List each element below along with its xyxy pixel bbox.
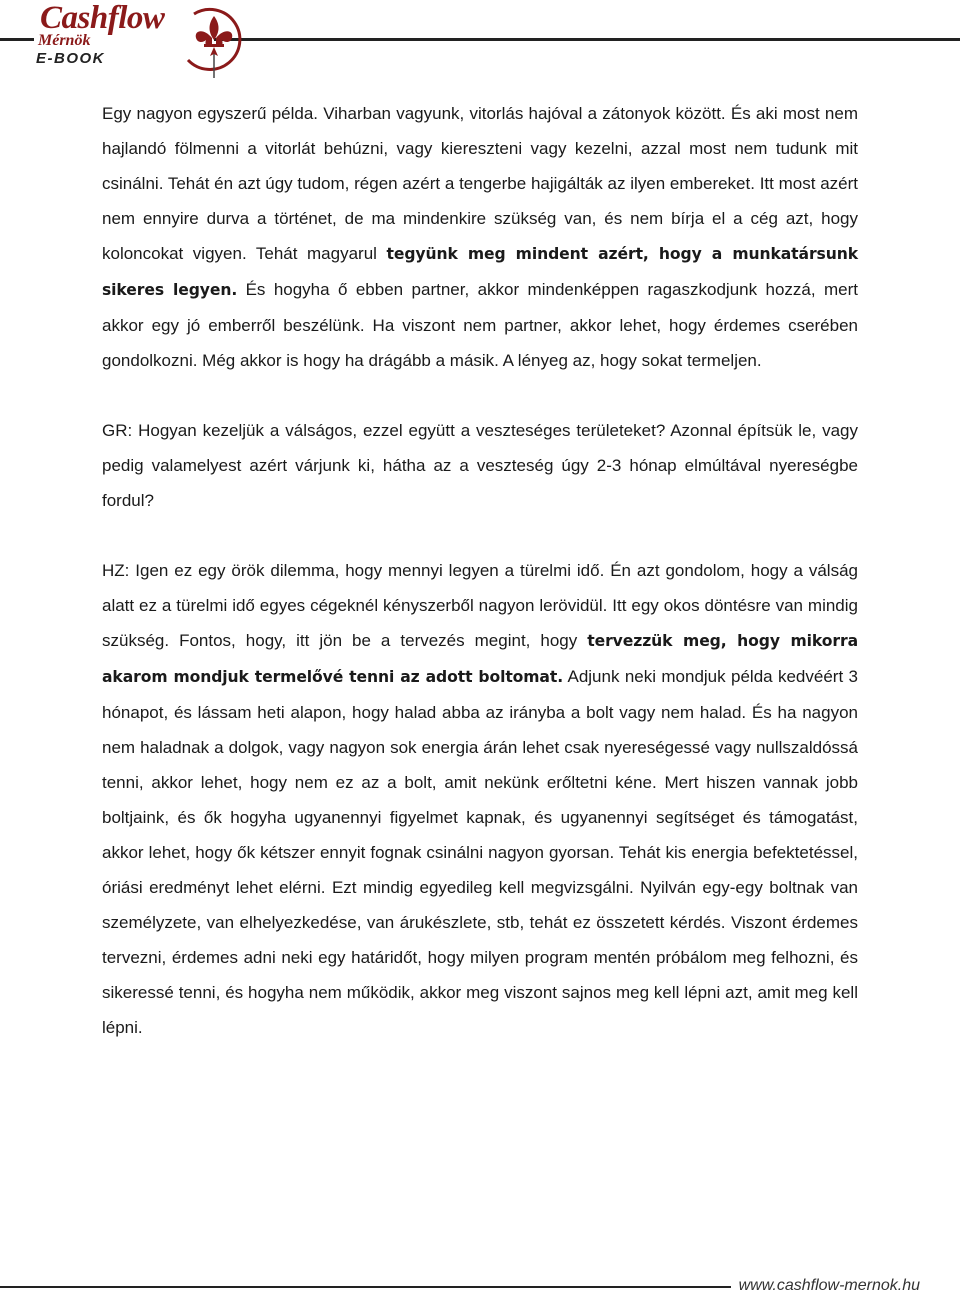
page-header [0,0,960,80]
text-segment: Adjunk neki mondjuk példa kedvéért 3 hónapot, és lássam heti alapon, hogy halad abba az irányba a bolt vagy nem halad. És ha nagyon nem haladnak a dolgok, vagy nagyon sok energia árán lehet csak nyereségessé vagy nullszaldóssá tenni, akkor lehet, hogy nem ez az a bolt, amit nekünk erőltetni kéne. Mert hiszen vannak jobb boltjaink, és ők hogyha ugyanennyi figyelmet kapnak, és ugyanennyi segítséget és támogatást, akkor lehet, hogy ők kétszer ennyit fognak csinálni nagyon gyorsan. Tehát kis energia befektetéssel, óriási eredményt lehet elérni. Ezt mindig egyedileg kell megvizsgálni. Nyilván egy-egy boltnak van személyzete, van elhelyezkedése, van árukészlete, stb, tehát ez összetett kérdés. Viszont érdemes tervezni, érdemes adni neki egy határidőt, hogy milyen program mentén próbálom meg felhozni, és sikeressé tenni, és hogyha nem működik, akkor meg viszont sajnos meg kell lépni azt, amit meg kell lépni. [102,667,859,1037]
fleur-de-lis-icon [174,4,246,78]
paragraph [102,96,858,378]
bold-text-segment: tervezzük meg, hogy mikorra akarom mondjuk termelővé tenni az adott boltomat. [102,632,858,686]
paragraph [102,413,858,518]
footer-rule [0,1286,740,1288]
logo-tag: E-BOOK [36,50,105,67]
bold-text-segment: tegyünk meg mindent azért, hogy a munkatársunk sikeres legyen. [102,245,859,299]
logo-subtitle: Mérnök [38,32,91,49]
document-body [102,96,858,1080]
paragraph [102,553,858,1045]
logo [36,0,226,78]
logo-title: Cashflow [40,0,165,36]
text-segment: És hogyha ő ebben partner, akkor mindenképpen ragaszkodjunk hozzá, mert akkor egy jó emberről beszélünk. Ha viszont nem partner, akkor lehet, hogy érdemes cserében gondolkozni. Még akkor is hogy ha drágább a másik. A lényeg az, hogy sokat termeljen. [102,280,859,370]
text-segment: HZ: Igen ez egy örök dilemma, hogy mennyi legyen a türelmi idő. Én azt gondolom, hogy a válság alatt ez a türelmi idő egyes cégeknél kényszerből nagyon lerövidül. Itt egy okos döntésre van mindig szükség. Fontos, hogy, itt jön be a tervezés megint, hogy [102,561,858,650]
text-segment: GR: Hogyan kezeljük a válságos, ezzel együtt a veszteséges területeket? Azonnal építsük le, vagy pedig valamelyest azért várjunk ki, hátha az a veszteség úgy 2-3 hónap elmúltával nyereségbe fordul? [102,421,858,510]
header-rule-right [214,38,960,41]
footer-url: www.cashflow-mernok.hu [731,1276,920,1296]
text-segment: Egy nagyon egyszerű példa. Viharban vagyunk, vitorlás hajóval a zátonyok között. És aki most nem hajlandó fölmenni a vitorlát behúzni, vagy kiereszteni vagy kezelni, azzal most nem tudunk mit csinálni. Tehát én azt úgy tudom, régen azért a tengerbe hajigálták az ilyen embereket. Itt most azért nem ennyire durva a történet, de ma mindenkire szükség van, és nem bírja el a cég azt, hogy koloncokat vigyen. Tehát magyarul [102,104,858,263]
header-rule-left [0,38,34,41]
